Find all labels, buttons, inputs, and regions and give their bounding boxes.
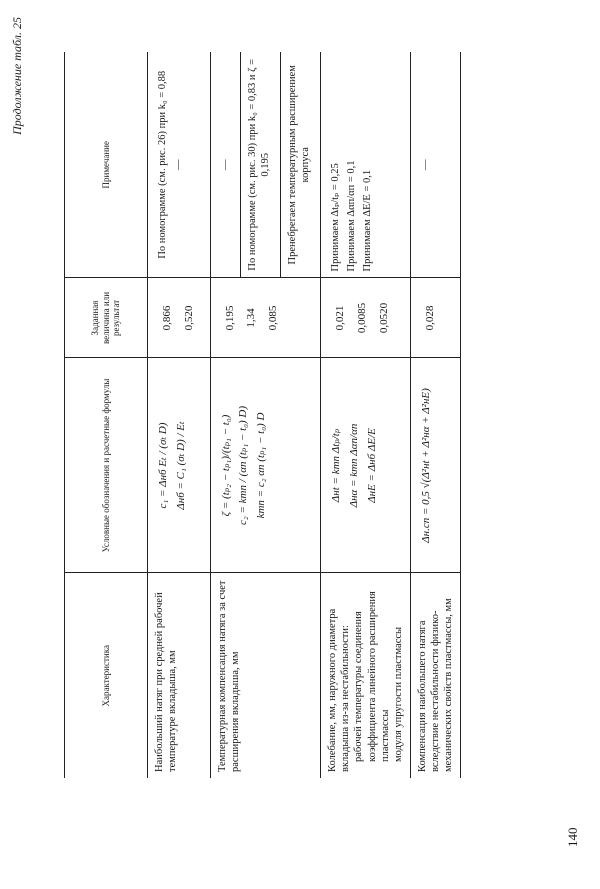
formula-line: kтп = c₂ αп (tₚ₁ − t₀) D (255, 412, 267, 519)
value-line: 0,520 (182, 305, 195, 331)
formula-line: c₂ = kтп / (αп (tₚ₁ − t₀) D) (237, 406, 250, 525)
characteristic-text: Компенсация наибольшего натяга вследствие нестабильности физико-механических свойств пластмассы, мм (416, 598, 455, 772)
characteristic-text: Температурная компенсация натяга за счет расширения вкладыша, мм (216, 580, 241, 772)
characteristic-subitem: коэффициента линейного расширения пластмассы (366, 591, 391, 762)
row-value (321, 278, 411, 358)
formula-line: Δнα = kтп Δαп/αп (347, 423, 360, 508)
formula-line: c₁ = Δнб Eₜ / (σₜ D) (157, 422, 169, 509)
table-row (321, 52, 411, 778)
note-line: По номограмме (см. рис. 26) при k₀ = 0,88 (157, 70, 168, 259)
table-header-row (65, 52, 148, 778)
table-row (410, 52, 460, 778)
note-segment (219, 52, 241, 278)
note-line: Пренебрегаем температурным расширением корпуса (286, 65, 311, 265)
page-number: 140 (565, 827, 580, 847)
value-line: 0,0085 (355, 302, 368, 334)
characteristic-subitem: рабочей температуры соединения (353, 611, 365, 762)
note-line: — (419, 159, 431, 170)
table-row (148, 52, 211, 778)
value-line: 0,021 (334, 305, 347, 331)
formula-line: Δнб = C₁ (σₜ D) / Eₜ (174, 421, 187, 510)
row-formula (210, 358, 321, 573)
row-formula (321, 358, 411, 573)
header-value: Заданная величина или результат (65, 278, 148, 358)
row-characteristic (410, 573, 460, 778)
characteristic-subitem: модуля упругости пластмассы (392, 626, 404, 762)
note-line: — (219, 159, 231, 170)
note-line: Принимаем Δtₚ/tₚ = 0,25 (330, 163, 342, 272)
value-line: 0,028 (423, 305, 436, 331)
header-note: Примечание (65, 52, 148, 278)
value-line: 0,866 (161, 305, 173, 331)
row-formula (410, 358, 460, 573)
continuation-label: Продолжение табл. 25 (10, 17, 24, 135)
table-row (210, 52, 321, 778)
value-line: 1,34 (245, 308, 258, 328)
row-note (210, 52, 321, 278)
row-characteristic (210, 573, 321, 778)
row-formula (148, 358, 211, 573)
header-characteristic: Характеристика (65, 573, 148, 778)
value-line: 0,195 (223, 305, 236, 331)
note-segment (246, 52, 281, 278)
row-note (321, 52, 411, 278)
note-line: Принимаем Δαп/αп = 0,1 (346, 160, 358, 272)
note-line: Принимаем ΔE/E = 0,1 (362, 169, 374, 272)
characteristic-text: Колебание, мм, наружного диаметра вкладыша из-за нестабильности: (327, 608, 352, 772)
row-value (210, 278, 321, 358)
data-table (64, 52, 461, 778)
note-line: — (173, 159, 185, 170)
formula-line: ζ = (tₚ₂ − tₚ₁)/(tₚ₁ − t₀) (219, 414, 232, 517)
value-line: 0,0520 (377, 302, 390, 334)
row-value (410, 278, 460, 358)
row-note (148, 52, 211, 278)
value-line: 0,085 (267, 305, 279, 331)
row-value (148, 278, 211, 358)
header-formula: Условные обозначения и расчетные формулы (65, 358, 148, 573)
row-characteristic (148, 573, 211, 778)
row-characteristic (321, 573, 411, 778)
formula-line: ΔнE = Δнб ΔE/E (365, 428, 378, 503)
row-note (410, 52, 460, 278)
note-line: По номограмме (см. рис. 30) при k₀ = 0,83 и ζ = 0,195 (246, 58, 271, 271)
formula-line: Δн.сп = 0,5 √(Δ²нt + Δ²нα + Δ²нE) (419, 388, 432, 543)
formula-line: Δнt = kтп Δtₚ/tₚ (330, 428, 343, 503)
characteristic-text: Наибольший натяг при средней рабочей температуре вкладыша, мм (154, 592, 179, 772)
